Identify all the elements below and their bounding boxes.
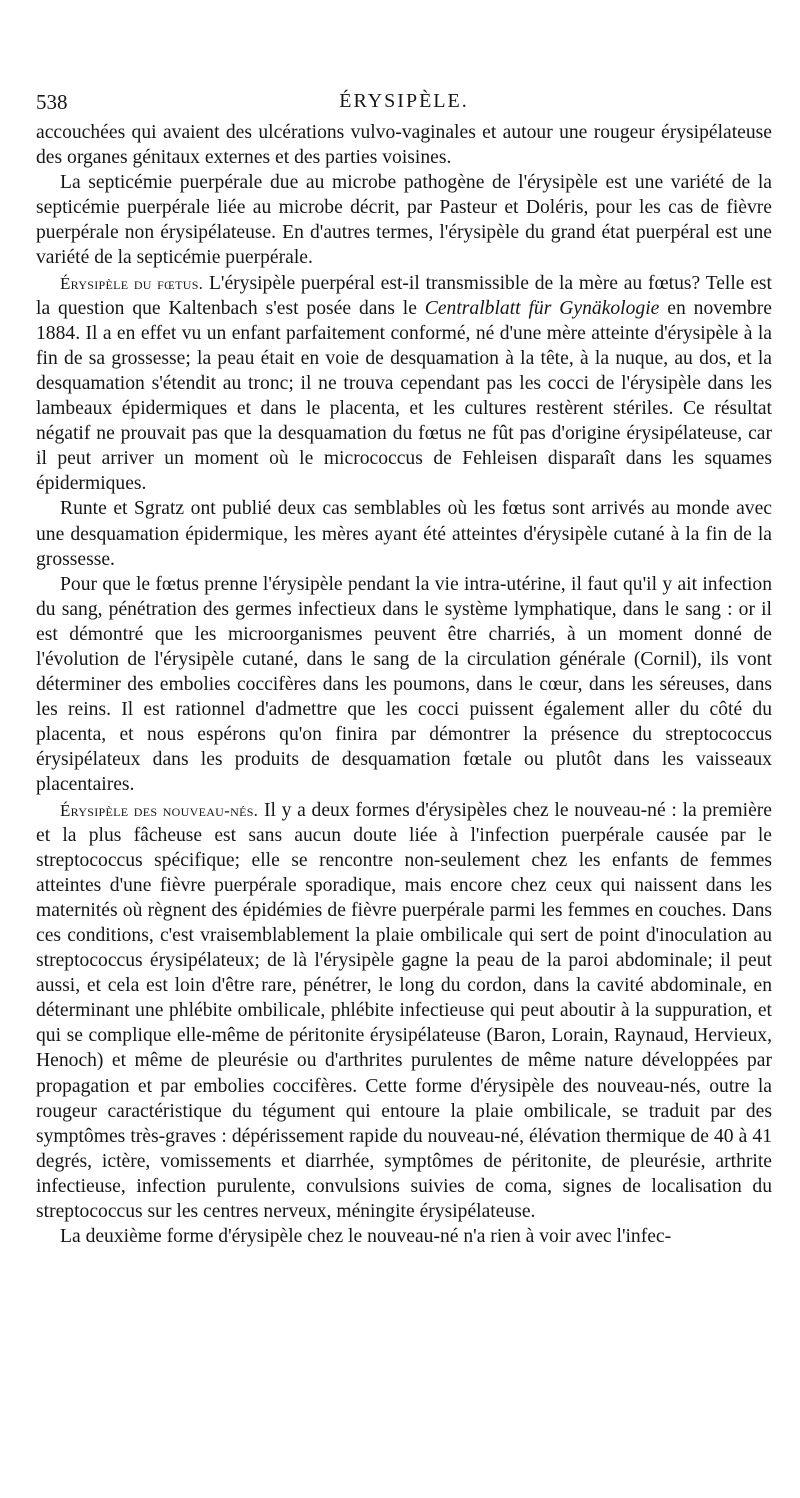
paragraph-nouveau-nes-text: Il y a deux formes d'érysipèles chez le nouveau-né : la première et la plus fâcheuse est sans aucun doute liée à l'infection puerpérale causée par le streptococcus spécifique; elle se rencontre non-seulement chez les enfants de femmes atteintes d'une fièvre puerpérale sporadique, mais encore chez ceux qui naissent dans les maternités où règnent des épidémies de fièvre puerpérale parmi les femmes en couches. Dans ces conditions, c'est vraisemblablement la plaie ombilicale qui sert de point d'inoculation au streptococcus érysipélateux; de là l'érysipèle gagne la peau de la paroi abdominale; il peut aussi, et cela est loin d'être rare, pénétrer, le long du cordon, dans la cavité abdominale, en déterminant une phlébite ombilicale, phlébite infectieuse qui peut aboutir à la suppuration, et qui se complique elle-même de péritonite érysipélateuse (Baron, Lorain, Raynaud, Hervieux, Henoch) et même de pleurésie ou d'arthrites purulentes de même nature développées par propagation et par embolies coccifères. Cette forme d'érysipèle des nouveau-nés, outre la rougeur caractéristique du tégument qui entoure la plaie ombilicale, se traduit par des symptômes très-graves : dépérissement rapide du nouveau-né, élévation thermique de 40 à 41 degrés, ictère, vomissements et diarrhée, symptômes de péritonite, de pleurésie, arthrite infectieuse, infection purulente, convulsions suivies de coma, signes de localisation du streptococcus sur les centres nerveux, méningite érysipélateuse. <box>36 799 772 1223</box>
paragraph-infection-uterine: Pour que le fœtus prenne l'érysipèle pendant la vie intra-utérine, il faut qu'il y ait infection du sang, pénétration des germes infectieux dans le système lymphatique, dans le sang : or il est démontré que les microorganismes peuvent être charriés, à un moment donné de l'évolution de l'érysipèle cutané, dans le sang de la circulation générale (Cornil), ils vont déterminer des embolies coccifères dans les poumons, dans le cœur, dans les séreuses, dans les reins. Il est rationnel d'admettre que les cocci puissent également aller du côté du placenta, et nous espérons qu'on finira par démontrer la présence du streptococcus érysipélateux dans les produits de desquamation fœtale ou plutôt dans les vaisseaux placentaires. <box>36 573 772 796</box>
page-number: 538 <box>36 90 68 114</box>
journal-title: Centralblatt für Gynäkologie <box>424 297 660 319</box>
paragraph-erysipele-nouveau-nes <box>36 798 772 1225</box>
paragraph-deuxieme-forme: La deuxième forme d'érysipèle chez le nouveau-né n'a rien à voir avec l'infec- <box>60 1226 672 1248</box>
section-heading-nouveau-nes: Érysipèle des nouveau-nés. <box>60 800 259 820</box>
running-title: ÉRYSIPÈLE. <box>339 90 469 112</box>
paragraph-continuation: accouchées qui avaient des ulcérations vulvo-vaginales et autour une rougeur érysipélateuse des organes génitaux externes et des parties voisines. <box>36 122 772 169</box>
book-page <box>36 86 772 1249</box>
paragraph-erysipele-foetus <box>36 271 772 497</box>
paragraph-septicemie: La septicémie puerpérale due au microbe pathogène de l'érysipèle est une variété de la septicémie puerpérale liée au microbe décrit, par Pasteur et Doléris, pour les cas de fièvre puerpérale non érysipélateuse. En d'autres termes, l'érysipèle du grand état puerpéral est une variété de la septicémie puerpérale. <box>36 172 772 269</box>
paragraph-runte-sgratz: Runte et Sgratz ont publié deux cas semblables où les fœtus sont arrivés au monde avec une desquamation épidermique, les mères ayant été atteintes d'érysipèle cutané à la fin de la grossesse. <box>36 498 772 570</box>
page-header <box>36 86 772 120</box>
section-heading-foetus: Érysipèle du fœtus. <box>60 273 204 293</box>
paragraph-foetus-part-b: en novembre 1884. Il a en effet vu un enfant parfaitement conformé, né d'une mère atteinte d'érysipèle à la fin de sa grossesse; la peau était en voie de desquamation à la tête, à la nuque, au dos, et la desquamation s'étendit au tronc; il ne trouva cependant pas les cocci de l'érysipèle dans les lambeaux épidermiques et dans le placenta, et les cultures restèrent stériles. Ce résultat négatif ne prouvait pas que la desquamation du fœtus ne fût pas d'origine érysipélateuse, car il peut arriver un moment où le micrococcus de Fehleisen disparaît dans les squames épidermiques. <box>36 297 773 495</box>
paragraph-foetus-part-a: L'érysipèle puerpéral est-il transmissible de la mère au fœtus? Telle est la question que Kaltenbach s'est posée dans le <box>36 272 772 319</box>
body-text <box>36 120 772 1249</box>
